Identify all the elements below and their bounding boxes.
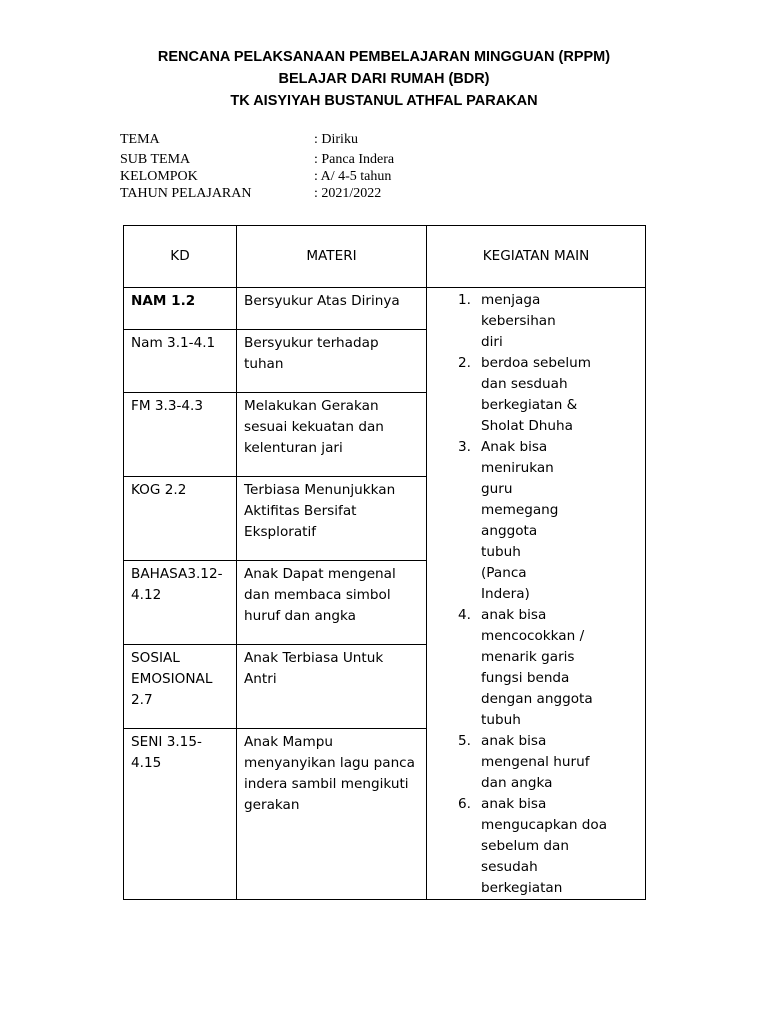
header-materi: MATERI xyxy=(237,226,427,288)
list-item: anak bisa mencocokkan / menarik garis fungsi benda dengan anggota tubuh xyxy=(481,607,593,728)
materi-cell: Anak Mampu menyanyikan lagu panca indera sambil mengikuti gerakan xyxy=(237,729,427,900)
kegiatan-main-cell xyxy=(427,288,646,900)
kd-cell: SENI 3.15-4.15 xyxy=(124,729,237,900)
materi-cell: Melakukan Gerakan sesuai kekuatan dan kelenturan jari xyxy=(237,392,427,476)
title-line-3: TK AISYIYAH BUSTANUL ATHFAL PARAKAN xyxy=(230,93,538,109)
materi-cell: Terbiasa Menunjukkan Aktifitas Bersifat Eksploratif xyxy=(237,476,427,560)
meta-value-tahun: : 2021/2022 xyxy=(314,186,382,201)
meta-value-tema: : Diriku xyxy=(314,132,358,147)
materi-cell: Anak Terbiasa Untuk Antri xyxy=(237,645,427,729)
table-header-row xyxy=(124,226,646,288)
rppm-table xyxy=(123,225,646,900)
meta-label-kelompok: KELOMPOK xyxy=(120,169,198,184)
list-item: anak bisa mengucapkan doa sebelum dan sesudah berkegiatan xyxy=(481,796,608,896)
header-kd: KD xyxy=(124,226,237,288)
meta-label-tahun: TAHUN PELAJARAN xyxy=(120,186,252,201)
materi-cell: Anak Dapat mengenal dan membaca simbol huruf dan angka xyxy=(237,561,427,645)
list-item: menjaga kebersihan diri xyxy=(481,292,556,350)
kd-cell: BAHASA3.12-4.12 xyxy=(124,561,237,645)
meta-value-kelompok: : A/ 4-5 tahun xyxy=(314,169,392,184)
header-kegiatan-main: KEGIATAN MAIN xyxy=(427,226,646,288)
materi-cell: Bersyukur terhadap tuhan xyxy=(237,329,427,392)
list-item: anak bisa mengenal huruf dan angka xyxy=(481,733,590,791)
kd-cell: SOSIAL EMOSIONAL 2.7 xyxy=(124,645,237,729)
title-line-1: RENCANA PELAKSANAAN PEMBELAJARAN MINGGUAN (RPPM) xyxy=(157,49,611,65)
kegiatan-list xyxy=(434,290,639,899)
materi-cell: Bersyukur Atas Dirinya xyxy=(237,288,427,330)
meta-label-sub-tema: SUB TEMA xyxy=(120,152,191,167)
list-item: Anak bisa menirukan guru memegang anggota tubuh (Panca Indera) xyxy=(481,439,559,602)
kd-cell: KOG 2.2 xyxy=(124,476,237,560)
table-row xyxy=(124,288,646,330)
title-line-2: BELAJAR DARI RUMAH (BDR) xyxy=(278,71,490,87)
kd-cell: NAM 1.2 xyxy=(124,288,237,330)
list-item: berdoa sebelum dan sesduah berkegiatan & Sholat Dhuha xyxy=(481,355,592,434)
meta-label-tema: TEMA xyxy=(120,132,160,147)
meta-value-sub-tema: : Panca Indera xyxy=(314,152,395,167)
kd-cell: Nam 3.1-4.1 xyxy=(124,329,237,392)
kd-cell: FM 3.3-4.3 xyxy=(124,392,237,476)
